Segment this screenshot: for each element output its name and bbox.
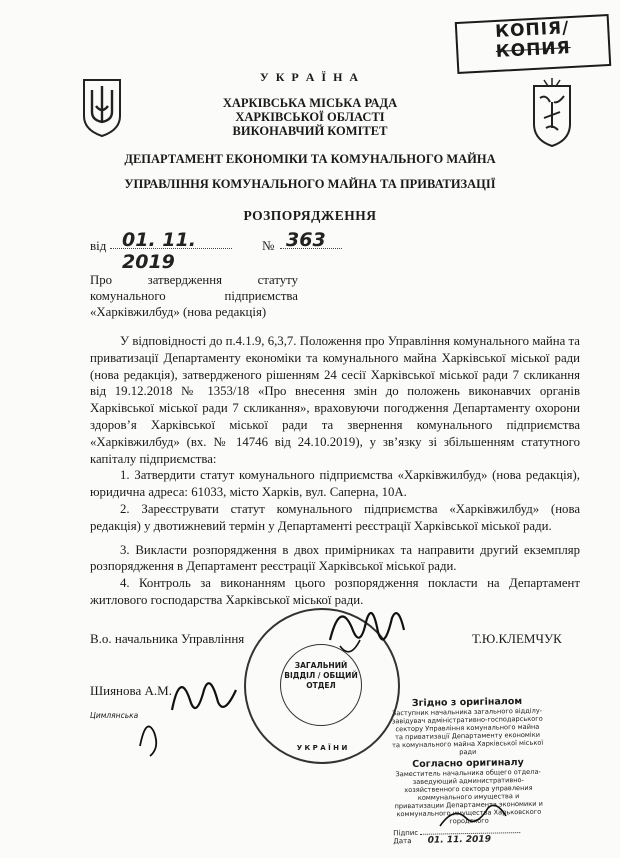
item-2: 2. Зареєструвати статут комунального підприємства «Харківжилбуд» (нова редакція) у двотижневий термін у Департаменті реєстрації Харківської міської ради. — [90, 501, 580, 533]
cert-date-label: Дата — [393, 836, 412, 846]
number-value: 363 — [286, 229, 326, 251]
department-title: ДЕПАРТАМЕНТ ЕКОНОМІКИ ТА КОМУНАЛЬНОГО МАЙНА — [124, 152, 496, 166]
certification-stamp — [391, 696, 545, 846]
item-4: 4. Контроль за виконанням цього розпорядження покласти на Департамент житлового господарства Харківської міської ради. — [90, 576, 580, 607]
directorate-title: УПРАВЛІННЯ КОМУНАЛЬНОГО МАЙНА ТА ПРИВАТИЗАЦІЇ — [124, 177, 496, 191]
cert-title-ua: Згідно з оригіналом — [411, 696, 523, 709]
region-title: ХАРКІВСЬКОЇ ОБЛАСТІ — [235, 110, 385, 124]
endorse-label: Цимлянська — [90, 711, 139, 720]
cert-title-ru: Согласно оригиналу — [412, 757, 524, 770]
cert-sign-label: Підпис — [393, 828, 419, 838]
committee-title: ВИКОНАВЧИЙ КОМІТЕТ — [232, 124, 388, 138]
preparer-name: Шиянова А.М. — [90, 683, 172, 698]
cert-date-value: 01. 11. 2019 — [427, 834, 492, 846]
number-label: № — [262, 238, 275, 253]
country-title: У К Р А Ї Н А — [259, 70, 361, 84]
copy-stamp-line1: КОПІЯ/ — [494, 18, 570, 42]
signatory-position: В.о. начальника Управління — [90, 631, 245, 646]
date-value: 01. 11. 2019 — [122, 229, 196, 273]
cert-text-ua: Заступник начальника загального відділу-завідувач адміністративно-господарського сектору Управління комунального майна та приватизації Департаменту економіки та комунального майна Харківської міської ради — [391, 706, 544, 757]
copy-stamp-line2: КОПИЯ — [495, 38, 572, 62]
council-title: ХАРКІВСЬКА МІСЬКА РАДА — [222, 96, 398, 110]
preamble-paragraph: У відповідності до п.4.1.9, 6,3,7. Положення про Управління комунального майна та приватизації Департаменту економіки та комунального майна Харківської міської ради (нова редакція), затвердженого рішенням 24 сесії Харківської міської ради 7 скликання від 19.12.2018 № 1353/18 «Про внесення змін до положень виконавчих органів Харківської міської ради 7 скликання», враховуючи погодження Департаменту охорони здоров’я Харківської міської ради та звернення комунального підприємства «Харківжилбуд» (вх. № 14746 від 24.10.2019), у зв’язку зі збільшенням статутного капіталу підприємства: — [90, 334, 580, 466]
subject-line-3: «Харківжилбуд» (нова редакція) — [90, 305, 267, 319]
document-type: РОЗПОРЯДЖЕННЯ — [243, 208, 377, 223]
item-3: 3. Викласти розпорядження в двох примірниках та направити другий екземпляр розпорядження в Департамент реєстрації Харківської міської ради. — [90, 542, 580, 574]
subject-line-1: Про затвердження статуту — [90, 273, 298, 287]
cert-text-ru: Заместитель начальника общего отдела-заведующий административно-хозяйственного сектора управления коммунального имущества и приватизации Департамента экономики и коммунального имущества Харьковского городского — [394, 767, 543, 826]
round-stamp-label: ЗАГАЛЬНИЙ ВІДДІЛ / ОБЩИЙ ОТДЕЛ — [284, 661, 358, 690]
signatory-name: Т.Ю.КЛЕМЧУК — [472, 631, 562, 646]
item-1: 1. Затвердити статут комунального підприємства «Харківжилбуд» (нова редакція), юридична адреса: 61033, місто Харків, вул. Саперна, 10А. — [90, 468, 580, 500]
subject-line-2: комунального підприємства — [90, 289, 298, 303]
round-stamp-bottom-text: У К Р А Ї Н И — [296, 744, 348, 752]
date-label: від — [90, 238, 107, 253]
